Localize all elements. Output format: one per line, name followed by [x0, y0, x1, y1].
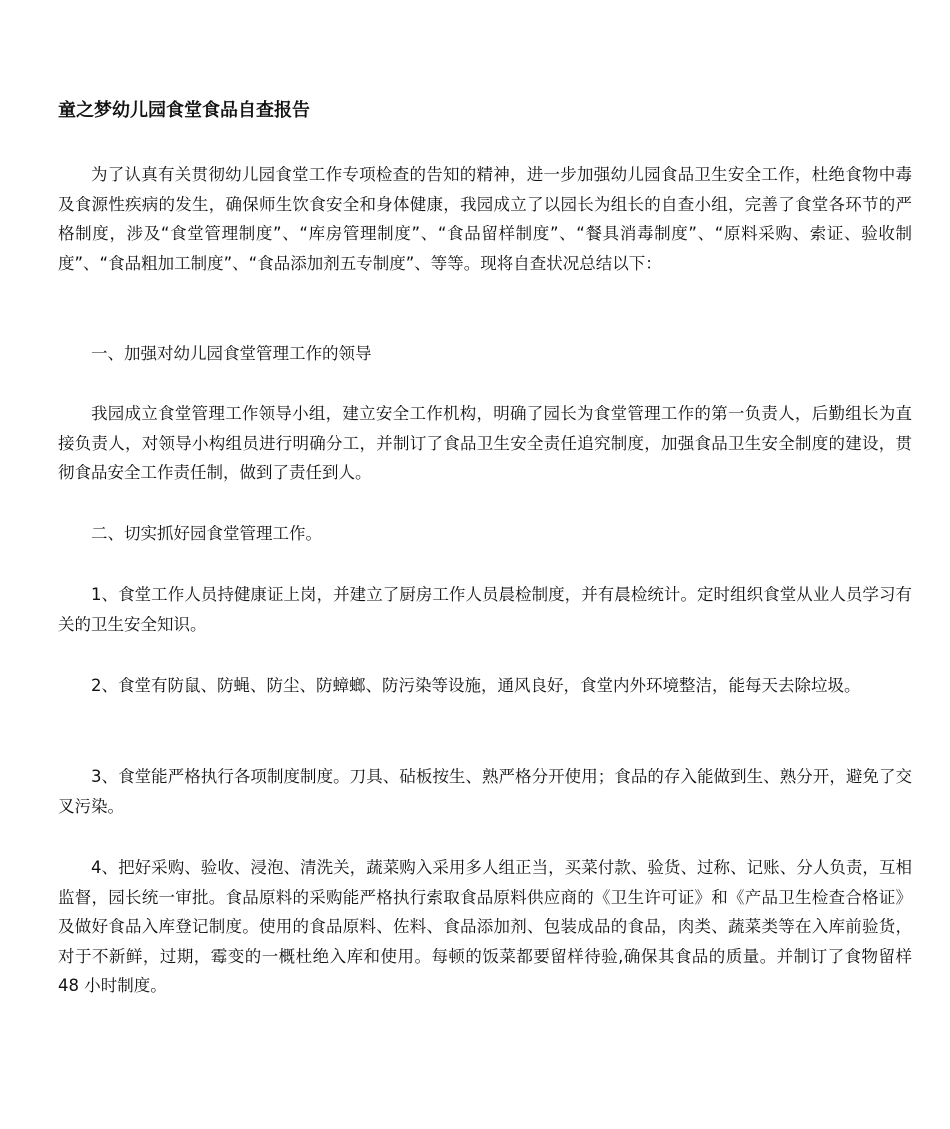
section-heading-2: 二、切实抓好园食堂管理工作。 [91, 524, 322, 543]
section-heading-1: 一、加强对幼儿园食堂管理工作的领导 [91, 344, 372, 363]
document-title: 童之梦幼儿园食堂食品自查报告 [58, 100, 310, 121]
section-1-paragraph: 我园成立食堂管理工作领导小组，建立安全工作机构，明确了园长为食堂管理工作的第一负责人，后勤组长为直接负责人，对领导小构组员进行明确分工，并制订了食品卫生安全责任追究制度，加强食品卫生安全制度的建设，贯彻食品安全工作责任制，做到了责任到人。 [58, 404, 912, 482]
item-1-paragraph: 1、食堂工作人员持健康证上岗，并建立了厨房工作人员晨检制度，并有晨检统计。定时组织食堂从业人员学习有关的卫生安全知识。 [58, 585, 912, 634]
item-3-paragraph: 3、食堂能严格执行各项制度制度。刀具、砧板按生、熟严格分开使用；食品的存入能做到生、熟分开，避免了交叉污染。 [58, 767, 912, 816]
intro-paragraph: 为了认真有关贯彻幼儿园食堂工作专项检查的告知的精神，进一步加强幼儿园食品卫生安全工作，杜绝食物中毒及食源性疾病的发生，确保师生饮食安全和身体健康，我园成立了以园长为组长的自查小组，完善了食堂各环节的严格制度，涉及“食堂管理制度”、“库房管理制度”、“食品留样制度”、“餐具消毒制度”、“原料采购、索证、验收制度”、“食品粗加工制度”、“食品添加剂五专制度”、等等。现将自查状况总结以下： [58, 165, 912, 273]
item-2-paragraph: 2、食堂有防鼠、防蝇、防尘、防蟑螂、防污染等设施，通风良好，食堂内外环境整洁，能每天去除垃圾。 [91, 676, 861, 695]
item-4-paragraph: 4、把好采购、验收、浸泡、清洗关，蔬菜购入采用多人组正当，买菜付款、验货、过称、记账、分人负责，互相监督，园长统一审批。食品原料的采购能严格执行索取食品原料供应商的《卫生许可证》和《产品卫生检查合格证》及做好食品入库登记制度。使用的食品原料、佐料、食品添加剂、包装成品的食品，肉类、蔬菜类等在入库前验货，对于不新鲜，过期，霉变的一概杜绝入库和使用。每顿的饭菜都要留样待验,确保其食品的质量。并制订了食物留样 48 小时制度。 [58, 858, 912, 995]
